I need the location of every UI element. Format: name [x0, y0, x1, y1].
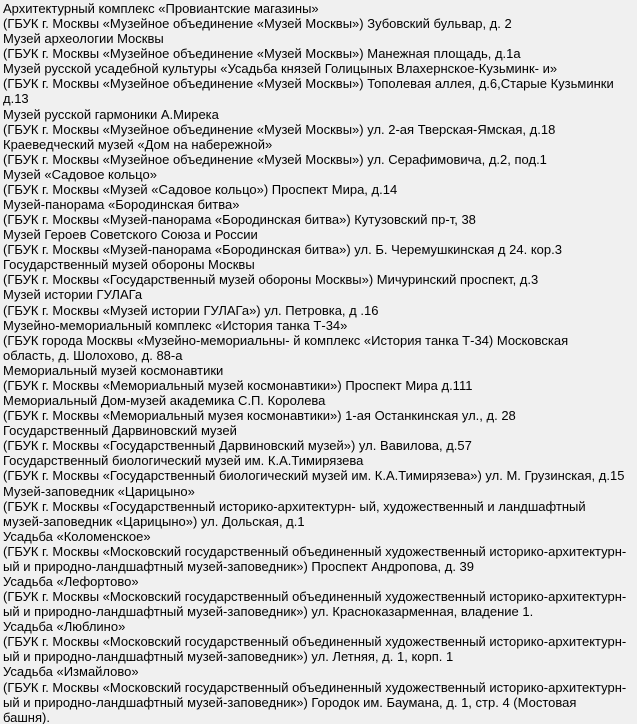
museum-detail-line: музей-заповедник «Царицыно») ул. Дольская, д.1: [3, 513, 305, 529]
museum-entry: [3, 574, 635, 619]
museum-entry: [3, 137, 635, 167]
museum-detail-line: (ГБУК г. Москвы «Мемориальный музея космонавтики») 1-ая Останкинская ул., д. 28: [3, 408, 516, 424]
museum-name-line: Государственный Дарвиновский музей: [3, 423, 237, 439]
museum-entry: [3, 393, 635, 423]
museum-entry: [3, 227, 635, 257]
museum-entry: [3, 453, 635, 483]
museum-name-line: Усадьба «Люблино»: [3, 619, 126, 635]
museum-name-line: Мемориальный музей космонавтики: [3, 362, 224, 378]
museum-detail-line: ый и природно-ландшафтный музей-заповедник») ул. Летняя, д. 1, корп. 1: [3, 649, 454, 665]
museum-detail-line: (ГБУК г. Москвы «Государственный музей обороны Москвы») Мичуринский проспект, д.3: [3, 272, 539, 288]
museum-detail-line: (ГБУК г. Москвы «Музей «Садовое кольцо») Проспект Мира, д.14: [3, 181, 398, 197]
museum-entry: [3, 619, 635, 664]
museum-name-line: Мемориальный Дом-музей академика С.П. Королева: [3, 393, 326, 409]
museum-detail-line: ый и природно-ландшафтный музей-заповедник») Городок им. Баумана, д. 1, стр. 4 (Мостовая: [3, 694, 577, 710]
museum-entry: [3, 529, 635, 574]
museum-name-line: Музей истории ГУЛАГа: [3, 287, 143, 303]
museum-name-line: Музей археологии Москвы: [3, 31, 164, 47]
museum-name-line: Музей Героев Советского Союза и России: [3, 227, 258, 243]
museum-detail-line: (ГБУК г. Москвы «Государственный историко-архитектурн- ый, художественный и ландшафтный: [3, 498, 586, 514]
museum-name-line: Музей «Садовое кольцо»: [3, 166, 157, 182]
museum-name-line: Усадьба «Измайлово»: [3, 664, 139, 680]
museum-entry: [3, 484, 635, 529]
museum-detail-line: (ГБУК г. Москвы «Государственный Дарвиновский музей») ул. Вавилова, д.57: [3, 438, 472, 454]
museum-entry: [3, 197, 635, 227]
museum-detail-line: (ГБУК г. Москвы «Музей-панорама «Бородинская битва») ул. Б. Черемушкинская д 24. кор.3: [3, 242, 562, 258]
museum-name-line: Краеведческий музей «Дом на набережной»: [3, 136, 273, 152]
museum-detail-line: (ГБУК г. Москвы «Московский государственный объединенный художественный историко-архитектурн-: [3, 679, 627, 695]
museum-name-line: Музей-заповедник «Царицыно»: [3, 483, 195, 499]
museum-entry: [3, 167, 635, 197]
museum-detail-line: (ГБУК г. Москвы «Музейное объединение «Музей Москвы») ул. Серафимовича, д.2, под.1: [3, 151, 547, 167]
museum-entry: [3, 363, 635, 393]
museum-entry: [3, 31, 635, 61]
museum-detail-line: (ГБУК г. Москвы «Музей истории ГУЛАГа») ул. Петровка, д .16: [3, 302, 379, 318]
museum-entry: [3, 1, 635, 31]
museum-name-line: Усадьба «Лефортово»: [3, 573, 139, 589]
museum-name-line: Архитектурный комплекс «Провиантские магазины»: [3, 1, 319, 16]
museum-detail-line: (ГБУК г. Москвы «Московский государственный объединенный художественный историко-архитектурн-: [3, 589, 627, 605]
museum-name-line: Государственный биологический музей им. К.А.Тимирязева: [3, 453, 364, 469]
museum-detail-line: (ГБУК г. Москвы «Московский государственный объединенный художественный историко-архитектурн-: [3, 634, 627, 650]
museum-detail-line: (ГБУК г. Москвы «Мемориальный музей космонавтики») Проспект Мира д.111: [3, 377, 473, 393]
museum-detail-line: (ГБУК г. Москвы «Государственный биологический музей им. К.А.Тимирязева») ул. М. Грузинская, д.15: [3, 468, 625, 484]
museum-detail-line: область, д. Шолохово, д. 88-а: [3, 347, 183, 363]
museum-entry: [3, 287, 635, 317]
museum-detail-line: ый и природно-ландшафтный музей-заповедник») Проспект Андропова, д. 39: [3, 558, 475, 574]
museum-detail-line: (ГБУК г. Москвы «Музейное объединение «Музей Москвы») Зубовский бульвар, д. 2: [3, 16, 512, 32]
museum-detail-line: (ГБУК г. Москвы «Музейное объединение «Музей Москвы») Манежная площадь, д.1а: [3, 46, 521, 62]
museum-entry: [3, 318, 635, 363]
museum-detail-line: д.13: [3, 91, 29, 107]
museum-detail-line: (ГБУК г. Москвы «Музейное объединение «Музей Москвы») ул. 2-ая Тверская-Ямская, д.18: [3, 121, 556, 137]
museum-entry: [3, 61, 635, 106]
museum-detail-line: (ГБУК г. Москвы «Музей-панорама «Бородинская битва») Кутузовский пр-т, 38: [3, 212, 476, 228]
museum-name-line: Музейно-мемориальный комплекс «История танка Т-34»: [3, 317, 348, 333]
museum-entry: [3, 423, 635, 453]
museum-detail-line: (ГБУК г. Москвы «Московский государственный объединенный художественный историко-архитектурн-: [3, 543, 627, 559]
museum-detail-line: башня).: [3, 709, 50, 724]
museum-detail-line: (ГБУК г. Москвы «Музейное объединение «Музей Москвы») Тополевая аллея, д.6,Старые Кузьминки: [3, 76, 614, 92]
museum-name-line: Государственный музей обороны Москвы: [3, 257, 255, 273]
museum-entry: [3, 107, 635, 137]
museum-name-line: Музей русской гармоники А.Мирека: [3, 106, 219, 122]
museum-entry: [3, 257, 635, 287]
museum-detail-line: (ГБУК города Москвы «Музейно-мемориальны- й комплекс «История танка Т-34) Московская: [3, 332, 569, 348]
museum-entry: [3, 664, 635, 724]
museum-name-line: Усадьба «Коломенское»: [3, 528, 151, 544]
museum-name-line: Музей русской усадебной культуры «Усадьба князей Голицыных Влахернское-Кузьминк- и»: [3, 61, 558, 77]
museum-detail-line: ый и природно-ландшафтный музей-заповедник») ул. Красноказарменная, владение 1.: [3, 604, 534, 620]
museum-name-line: Музей-панорама «Бородинская битва»: [3, 197, 240, 213]
